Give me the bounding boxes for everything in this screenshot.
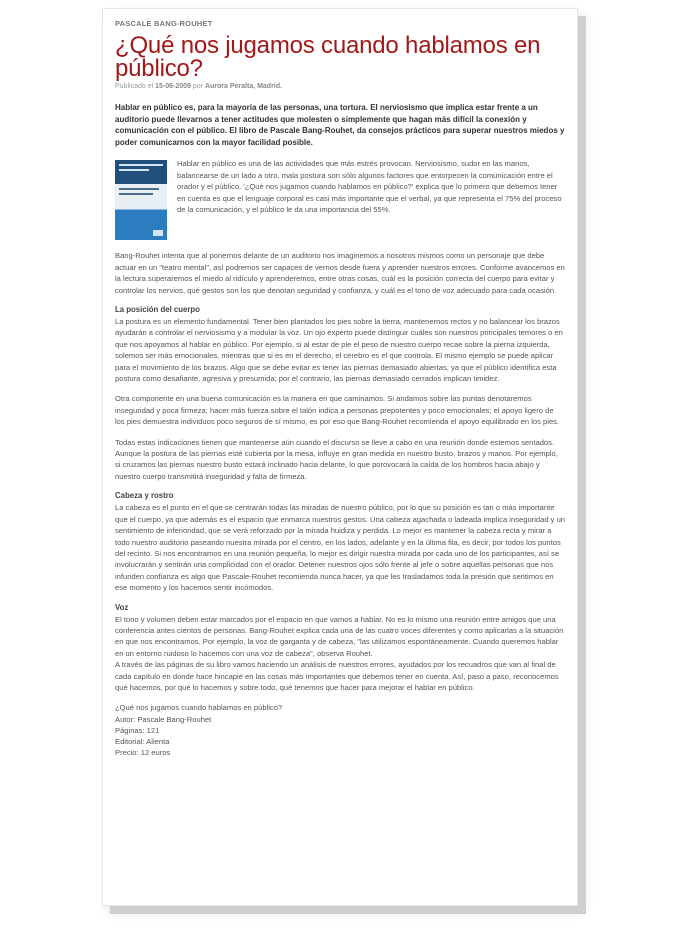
publish-date: 15-06-2009: [155, 83, 191, 90]
section-kicker: PASCALE BANG-ROUHET: [115, 19, 213, 28]
book-info: [115, 702, 565, 758]
book-info-publisher: Editorial: Alienta: [115, 736, 170, 746]
article-lead: Hablar en público es, para la mayoría de las personas, una tortura. El nerviosismo que implica estar frente a un auditorio puede llevarnos a tener actitudes que molesten o simplemente que hagan más difícil la conexión y comunicación con el público. El libro de Pascale Bang-Rouhet, da consejos prácticos para superar nuestros miedos y poder comunicarnos con la mayor facilidad posible.: [115, 103, 565, 147]
subheading-posicion: La posición del cuerpo: [115, 305, 200, 314]
subheading-cabeza: Cabeza y rostro: [115, 491, 174, 501]
book-info-title: ¿Qué nos jugamos cuando hablamos en público?: [115, 703, 283, 713]
paragraph-8: A través de las páginas de su libro vamos haciendo un análisis de nuestros errores, ayudados por los recuadros que van al final de cada capítulo en donde hace hincapié en las cosas más importantes que debemos tener en cuenta. Así, paso a paso, reconocemos qué hacemos, por qué lo hacemos y sobre todo, qué tenemos que hacer para mejorar el hablar en público.: [115, 660, 559, 692]
article-title: ¿Qué nos jugamos cuando hablamos en público?: [115, 32, 541, 82]
byline-author: Aurora Peralta, Madrid.: [204, 83, 282, 90]
paragraph-7: El tono y volumen deben estar marcados por el espacio en que vamos a hablar. No es lo mismo una reunión entre amigos que una conferencia antes cientos de personas. Bang-Rouhet explica cada una de las cuatro voces diferentes y como aplicarlas a la situación en que nos encontramos. Por ejemplo, la voz de garganta y de cabeza, "las utilizamos espontáneamente. Cuando queremos hablar en un entorno ruidoso lo hacemos con una voz de cabeza", observa Rouhet.: [115, 614, 564, 658]
subheading-voz: Voz: [115, 602, 129, 612]
paragraph-3: La postura es un elemento fundamental. Tener bien plantados los pies sobre la tierra, mantenernos rectos y no balancear los brazos ayudarán a controlar el nerviosismo y a modular la voz. Un ojo experto puede distinguir cuáles son nuestros principales temores o en que nos apoyamos al hablar en público. Por ejemplo, si al estar de pie el peso de nuestro cuerpo recae sobre la pierna izquierda, solemos ser más emocionales, mientras que si es en el derecho, el cerebro es el que controla. El mismo ejemplo se puede aplicar para el movimiento de los brazos. Algo que se debe evitar es tener las piernas demasiado abiertas, ya que el público identifica esta postura como desafiante, agresiva y presumida; por el contrario, las piernas demasiado cerrados implican timidez.: [115, 317, 563, 384]
article-page: [102, 8, 578, 906]
book-info-author: Autor: Pascale Bang-Rouhet: [115, 714, 212, 724]
book-info-pages: Páginas: 121: [115, 725, 160, 735]
book-info-price: Precio: 12 euros: [115, 748, 171, 758]
intro-block: [115, 158, 565, 244]
book-cover-image: [115, 160, 167, 240]
byline-by: por: [192, 83, 203, 90]
byline: [115, 83, 565, 90]
paragraph-4: Otra componente en una buena comunicación es la manera en que caminamos. Si andamos sobre las puntas denotaremos inseguridad y poca firmeza; hacer más fuerza sobre el talón indica a personas prepotentes y poco emocionales; el apoyo ligero de los pies demuestra individuos poco seguros de sí mismo, es por eso que Bang-Rouhet recomienda el apoyo equilibrado en los pies.: [115, 394, 560, 427]
byline-prefix: Publicado el: [115, 83, 154, 90]
paragraph-6: La cabeza es el punto en el que se centrarán todas las miradas de nuestro público, por lo que su posición es tan o más importante que el cuerpo, ya que además es el espacio que enmarca nuestros gestos. Una cabeza agachada o ladeada implica inseguridad y un sentimiento de inferioridad, que se verá reforzado por la mirada huidiza y perdida. Lo mejor es mantener la cabeza recta y mirar a todo nuestro auditorio paseando nuestra mirada por el centro, en los lados, adelante y en la última fila, es decir, por todos los puntos del recinto. Si nos encontramos en una reunión pequeña, lo mejor es dirigir nuestra mirada por cada uno de los participantes, así se involucrarán y sentirán una complicidad con el orador. Detener nuestros ojos sólo frente al jefe o sobre aquellas personas que nos infunden confianza es algo que Pascale-Rouhet recomienda nunca hacer, ya que les trasladamos toda la presión que sentimos en ese momento y los hacemos sentir incómodos.: [115, 503, 566, 593]
paragraph-1: Hablar en público es una de las actividades que más estrés provocan. Nerviosismo, sudor en las manos, balancearse de un lado a otro, mala postura son sólo algunos factores que entorpecen la comunicación entre el orador y el público. '¿Qué nos jugamos cuando hablamos en público?' explica que lo primero que debemos tener en cuenta es que el lenguaje corporal es casi más importante que el verbal, ya que representa el 75% del proceso de la comunicación, y el público le da una importancia del 55%.: [177, 159, 562, 214]
paragraph-2: Bang-Rouhet intenta que al ponernos delante de un auditorio nos imaginemos a nosotros mismos como un personaje que debe actuar en un "teatro mental", así podremos ser capaces de vernos desde fuera y aprender nuestros errores. Conforme avancemos en la lectura superaremos el miedo al ridículo y aprenderemos, entre otras cosas, cuál es la posición correcta del cuerpo para evitar y controlar los nervios, qué gestos son los que denotan seguridad y confianza, y cuál es el tono de voz adecuado para cada ocasión.: [115, 251, 565, 295]
paragraph-5: Todas estas indicaciones tienen que mantenerse aún cuando el discurso se lleve a cabo en una reunión donde estemos sentados. Aunque la postura de las piernas esté cubierta por la mesa, influye en gran medida en nuestro busto, brazos y manos. Por ejemplo, si cruzamos las piernas nuestro busto estará inclinado hacia delante, lo que porovocará la caída de los hombros hacia abajo y nuestro cuerpo transmitirá inseguridad y falta de firmeza.: [115, 437, 558, 481]
